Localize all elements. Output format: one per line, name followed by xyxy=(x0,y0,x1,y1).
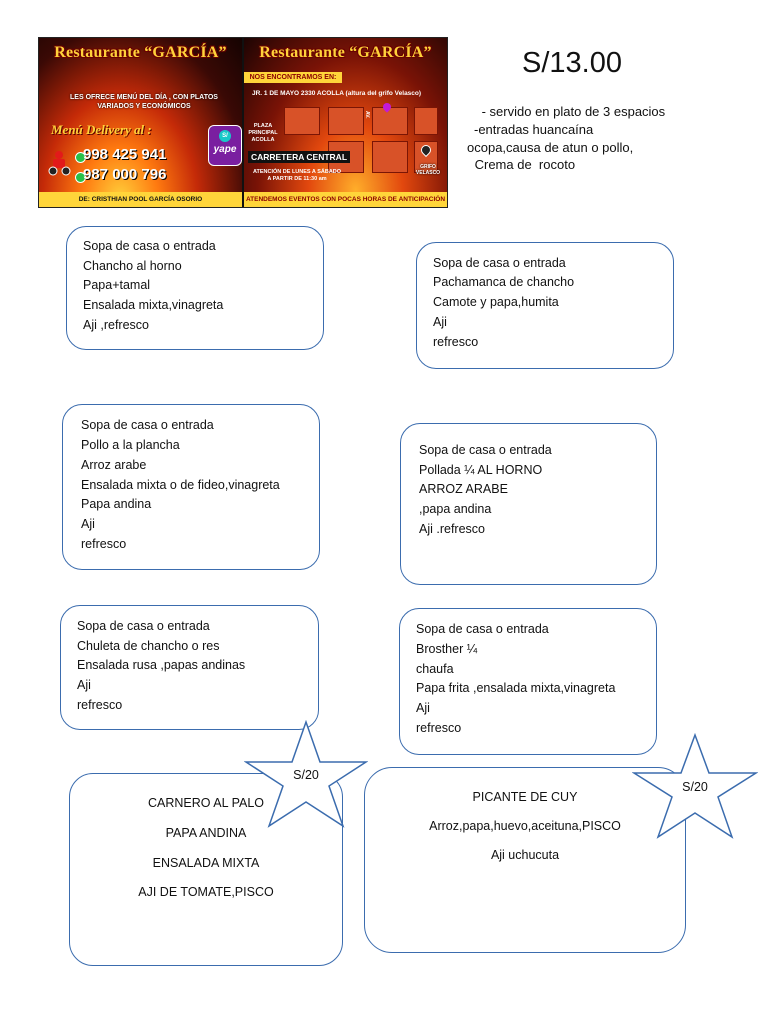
menu-item: Aji .refresco xyxy=(419,522,485,536)
plaza-label: PLAZA PRINCIPAL ACOLLA xyxy=(248,123,278,143)
banner-title-2: Restaurante “GARCÍA” xyxy=(259,44,432,61)
menu-item: Ensalada mixta o de fideo,vinagreta xyxy=(81,478,280,492)
menu-item: Ensalada mixta,vinagreta xyxy=(83,298,224,312)
description-line: -entradas huancaína xyxy=(474,122,594,137)
road-label: CARRETERA CENTRAL xyxy=(248,151,350,163)
menu-item: Sopa de casa o entrada xyxy=(81,418,214,432)
menu-item: Aji ,refresco xyxy=(83,318,149,332)
menu-card-2 xyxy=(416,242,674,369)
menu-item: Aji xyxy=(81,517,95,531)
description-line: Crema de rocoto xyxy=(471,157,576,172)
menu-item: Chancho al horno xyxy=(83,259,182,273)
menu-item: Ensalada rusa ,papas andinas xyxy=(77,658,246,672)
menu-item: Aji xyxy=(77,678,91,692)
price-star-2 xyxy=(632,733,758,839)
menu-item: Papa+tamal xyxy=(83,278,151,292)
special-price: S/20 xyxy=(293,768,319,782)
menu-item: Sopa de casa o entrada xyxy=(83,239,216,253)
phone-number-1: 998 425 941 xyxy=(83,146,167,163)
special-item: AJI DE TOMATE,PISCO xyxy=(138,885,274,899)
menu-item: Arroz arabe xyxy=(81,458,147,472)
menu-item: Chuleta de chancho o res xyxy=(77,639,220,653)
menu-card-4 xyxy=(400,423,657,585)
menu-item: Brosther ¼ xyxy=(416,642,478,656)
yape-logo: S/ yape xyxy=(208,125,242,166)
description-line: - servido en plato de 3 espacios xyxy=(478,104,666,119)
menu-item: Pollada ¼ AL HORNO xyxy=(419,463,543,477)
banner-owner: DE: CRISTHIAN POOL GARCÍA OSORIO xyxy=(39,192,242,207)
location-header: NOS ENCONTRAMOS EN: xyxy=(244,72,342,83)
delivery-scooter-icon xyxy=(47,150,71,176)
special-item: ENSALADA MIXTA xyxy=(152,856,260,870)
banner-address: JR. 1 DE MAYO 2330 ACOLLA (altura del grifo Velasco) xyxy=(252,90,422,97)
special-item: Aji uchucuta xyxy=(490,848,560,862)
menu-item: Sopa de casa o entrada xyxy=(77,619,210,633)
banner-location-panel xyxy=(244,38,447,207)
menu-item: ,papa andina xyxy=(419,502,492,516)
location-map: AV. xyxy=(276,105,440,191)
menu-item: refresco xyxy=(77,698,123,712)
restaurant-banner xyxy=(38,37,448,208)
delivery-label: Menú Delivery al : xyxy=(51,122,152,137)
menu-item: Papa andina xyxy=(81,497,152,511)
price-star-1 xyxy=(244,720,368,828)
menu-card-5 xyxy=(60,605,319,730)
menu-item: Sopa de casa o entrada xyxy=(419,443,552,457)
menu-item: refresco xyxy=(433,335,479,349)
special-price: S/20 xyxy=(682,780,708,794)
menu-item: Pollo a la plancha xyxy=(81,438,180,452)
menu-price: S/13.00 xyxy=(522,47,622,79)
menu-item: Camote y papa,humita xyxy=(433,295,559,309)
yape-label: yape xyxy=(213,144,237,155)
menu-item: Pachamanca de chancho xyxy=(433,275,575,289)
menu-item: Aji xyxy=(416,701,430,715)
banner-title: Restaurante “GARCÍA” xyxy=(54,44,227,61)
menu-item: chaufa xyxy=(416,662,454,676)
description-line: ocopa,causa de atun o pollo, xyxy=(467,140,634,155)
menu-item: Sopa de casa o entrada xyxy=(416,622,549,636)
menu-item: refresco xyxy=(416,721,462,735)
menu-card-3 xyxy=(62,404,320,570)
special-item: Arroz,papa,huevo,aceituna,PISCO xyxy=(429,819,621,833)
special-item: PICANTE DE CUY xyxy=(472,790,578,804)
menu-item: ARROZ ARABE xyxy=(419,482,508,496)
opening-hours: ATENCIÓN DE LUNES A SÁBADO A PARTIR DE 11:30 am xyxy=(252,169,342,182)
menu-item: Papa frita ,ensalada mixta,vinagreta xyxy=(416,681,616,695)
special-item: PAPA ANDINA xyxy=(165,826,247,840)
banner-delivery-panel xyxy=(39,38,244,207)
phone-number-2: 987 000 796 xyxy=(83,166,167,183)
menu-card-1 xyxy=(66,226,324,350)
events-note: ATENDEMOS EVENTOS CON POCAS HORAS DE ANTICIPACIÓN xyxy=(244,192,447,207)
menu-card-6 xyxy=(399,608,657,755)
menu-item: Sopa de casa o entrada xyxy=(433,256,566,270)
menu-item: Aji xyxy=(433,315,447,329)
banner-offer-text: LES OFRECE MENÚ DEL DÍA , CON PLATOS VARIADOS Y ECONÓMICOS xyxy=(70,94,218,110)
special-item: CARNERO AL PALO xyxy=(147,796,264,810)
grifo-label: GRIFO VELASCO xyxy=(415,164,441,176)
menu-item: refresco xyxy=(81,537,127,551)
